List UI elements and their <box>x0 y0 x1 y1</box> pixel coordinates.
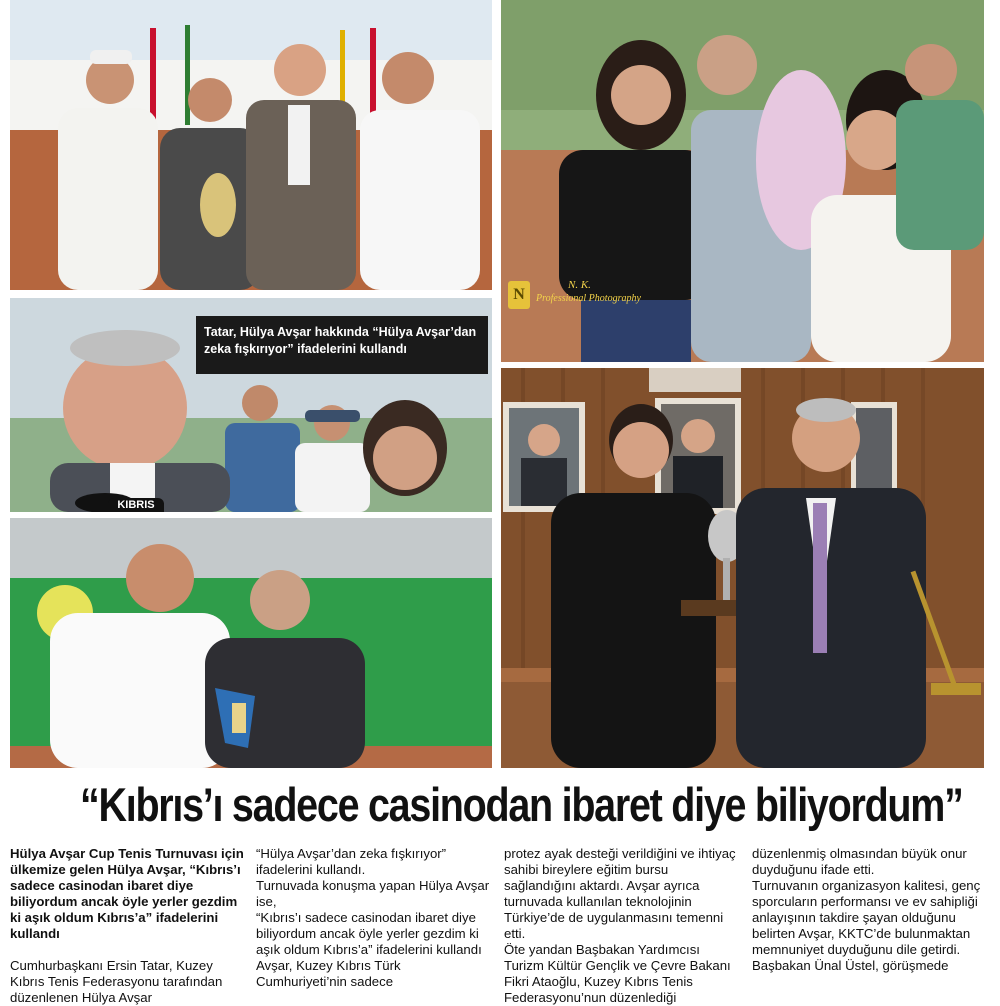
mic-flag-text: KIBRIS <box>117 499 155 511</box>
article-col3-text: protez ayak desteği verildiğini ve ihtiyaç sahibi bireylere eğitim bursu sağlandığını aktardı. Avşar ayrıca turnuvada kullanılan teknolojinin Türkiye’de de uygulanmasını temenni etti. Öte yandan Başbakan Yardımcısı Turizm Kültür Gençlik ve Çevre Bakanı Fikri Ataoğlu, Kuzey Kıbrıs Tenis Federasyonu’nun düzenlediği <box>504 846 736 1005</box>
article-column-1 <box>10 846 246 1006</box>
photographer-watermark <box>508 281 668 311</box>
article-col1-body: Cumhurbaşkanı Ersin Tatar, Kuzey Kıbrıs Tenis Federasyonu tarafından düzenlenen Hülya Avşar <box>10 958 223 1005</box>
watermark-mark: N <box>508 281 530 309</box>
photo-caption: Tatar, Hülya Avşar hakkında “Hülya Avşar’dan zeka fışkırıyor” ifadelerini kullandı <box>196 316 488 374</box>
photo-trophy-banner <box>10 518 492 768</box>
article-lead: Hülya Avşar Cup Tenis Turnuvası için ülkemize gelen Hülya Avşar, “Kıbrıs’ı sadece casinodan ibaret diye biliyordum ancak öyle yerler gezdim ki aşık oldum Kıbrıs’a” ifadelerini kullandı <box>10 846 244 941</box>
article-col2-text: “Hülya Avşar’dan zeka fışkırıyor” ifadelerini kullandı. Turnuvada konuşma yapan Hülya Avşar ise, “Kıbrıs’ı sadece casinodan ibaret diye biliyordum ancak öyle yerler gezdim ki aşık oldum Kıbrıs’a” ifadelerini kullandı Avşar, Kuzey Kıbrıs Türk Cumhuriyeti’nin sadece <box>256 846 490 989</box>
photo-trophy-group <box>10 0 492 290</box>
article-column-4 <box>752 846 988 974</box>
watermark-line1: N. K. <box>568 279 591 291</box>
watermark-line2: Professional Photography <box>536 293 641 304</box>
mic-flag <box>108 498 164 512</box>
headline: “Kıbrıs’ı sadece casinodan ibaret diye biliyordum” <box>80 778 963 831</box>
article-column-2 <box>256 846 492 990</box>
photo-office-award <box>501 368 984 768</box>
article-column-3 <box>504 846 740 1006</box>
article-col4-text: düzenlenmiş olmasından büyük onur duyduğunu ifade etti. Turnuvanın organizasyon kalitesi, genç sporcuların performansı ve ev sahipliği anlayışının takdire şayan olduğunu belirten Avşar, KKTC’de bulunmaktan memnuniyet duyduğunu dile getirdi. Başbakan Ünal Üstel, görüşmede <box>752 846 981 973</box>
